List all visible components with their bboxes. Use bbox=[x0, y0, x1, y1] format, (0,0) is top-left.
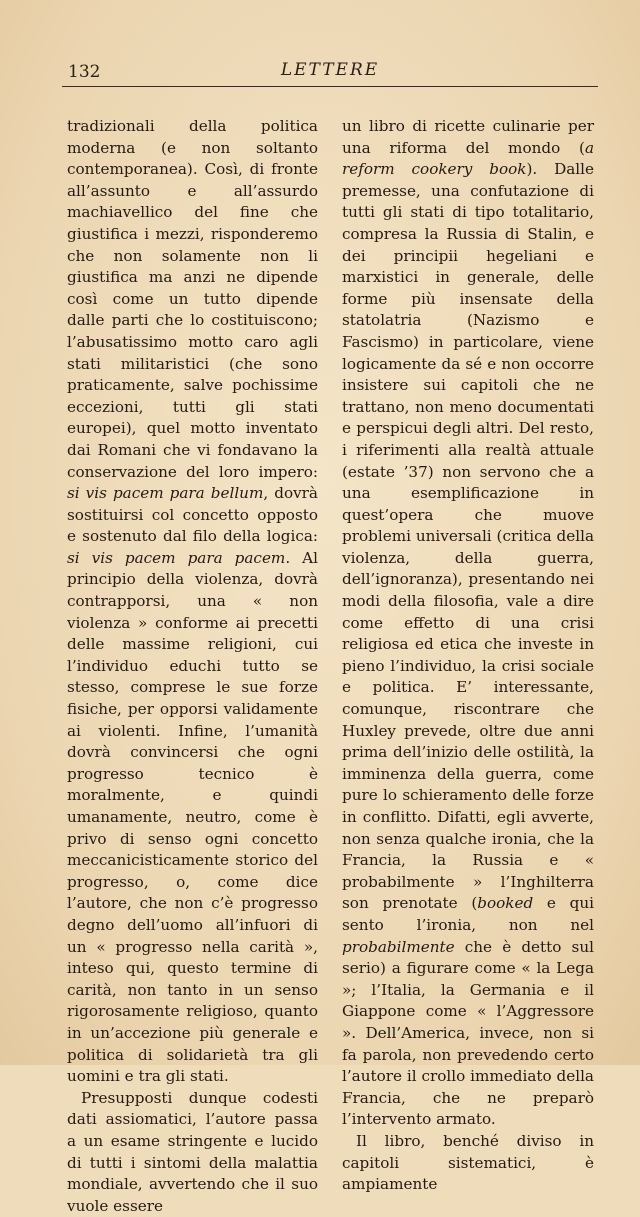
text-run: e qui sento l’ironia, non nel bbox=[342, 894, 594, 934]
text-run: Presupposti dunque codesti dati assiomatici, l’autore passa a un esame stringente e lucido di tutti i sintomi della malattia mondiale, avvertendo che il suo vuole essere bbox=[67, 1088, 318, 1215]
running-title: LETTERE bbox=[280, 60, 380, 80]
text-run: tradizionali della politica moderna (e non soltanto contemporanea). Così, di fronte all’assunto e all’assurdo machiavellico del fine che giustifica i mezzi, risponderemo che non solamente non li giustifica ma anzi ne dipende così come un tutto dipende dalle parti che lo costituiscono; l’abusatissimo motto caro agli stati militaristici (che sono praticamente, salve pochissime eccezioni, tutti gli stati europei), quel motto inventato dai Romani che vi fondavano la conservazione del loro impero: bbox=[67, 117, 318, 481]
paragraph bbox=[342, 1131, 594, 1196]
text-run: Il libro, benché diviso in capitoli sistematici, è ampiamente bbox=[342, 1131, 594, 1194]
left-column bbox=[67, 116, 318, 1217]
paragraph bbox=[342, 116, 594, 1131]
italic-text: probabilmente bbox=[342, 937, 455, 956]
text-run: ). Dalle premesse, una confutazione di tutti gli stati di tipo totalitario, compresa la Russia di Stalin, e dei principii hegeliani e marxistici in generale, delle forme più insensate della statolatria (Nazismo e Fascismo) in particolare, viene logicamente da sé e non occorre insistere sui capitoli che ne trattano, non meno documentati e perspicui degli altri. Del resto, i riferimenti alla realtà attuale (estate ’37) non servono che a una esemplificazione in quest’opera che muove problemi universali (critica della violenza, della guerra, dell’ignoranza), presentando nei modi della filosofia, vale a dire come effetto di una crisi religiosa ed etica che investe in pieno l’individuo, la crisi sociale e politica. E’ interessante, comunque, riscontrare che Huxley prevede, oltre due anni prima dell’inizio delle ostilità, la imminenza della guerra, come pure lo schieramento delle forze in conflitto. Difatti, egli avverte, non senza qualche ironia, che la Francia, la Russia e « probabilmente » l’Inghilterra son prenotate ( bbox=[342, 160, 595, 913]
text-run: , dovrà sostituirsi col concetto opposto e sostenuto dal filo della logica: bbox=[67, 484, 318, 546]
page-number: 132 bbox=[68, 62, 101, 82]
text-run: che è detto sul serio) a figurare come « la Lega »; l’Italia, la Germania e il Giappone come « l’Aggressore ». Dell’America, invece, non si fa parola, non prevedendo certo l’autore il crollo immediato della Francia, che ne preparò l’intervento armato. bbox=[342, 937, 594, 1129]
text-run: un libro di ricette culinarie per una riforma del mondo ( bbox=[342, 117, 594, 157]
italic-text: si vis pacem para bellum bbox=[67, 484, 264, 503]
italic-text: si vis pacem para pacem bbox=[67, 548, 286, 567]
right-column bbox=[342, 116, 594, 1196]
italic-text: a reform cookery book bbox=[342, 138, 594, 179]
text-run: . Al principio della violenza, dovrà contrapporsi, una « non violenza » conforme ai precetti delle massime religioni, cui l’individuo educhi tutto se stesso, comprese le sue forze fisiche, per opporsi validamente ai violenti. Infine, l’umanità dovrà convincersi che ogni progresso tecnico è moralmente, e quindi umanamente, neutro, come è privo di senso ogni concetto meccanicisticamente storico del progresso, o, come dice l’autore, che non c’è progresso degno dell’uomo all’infuori di un « progresso nella carità », inteso qui, questo termine di carità, non tanto in un senso rigorosamente religioso, quanto in un’accezione più generale e politica di solidarietà tra gli uomini e tra gli stati. bbox=[67, 548, 318, 1086]
paragraph bbox=[67, 1088, 318, 1217]
italic-text: booked bbox=[477, 894, 534, 913]
header-rule bbox=[62, 86, 598, 87]
page-header bbox=[62, 58, 598, 84]
paragraph bbox=[67, 116, 318, 1088]
